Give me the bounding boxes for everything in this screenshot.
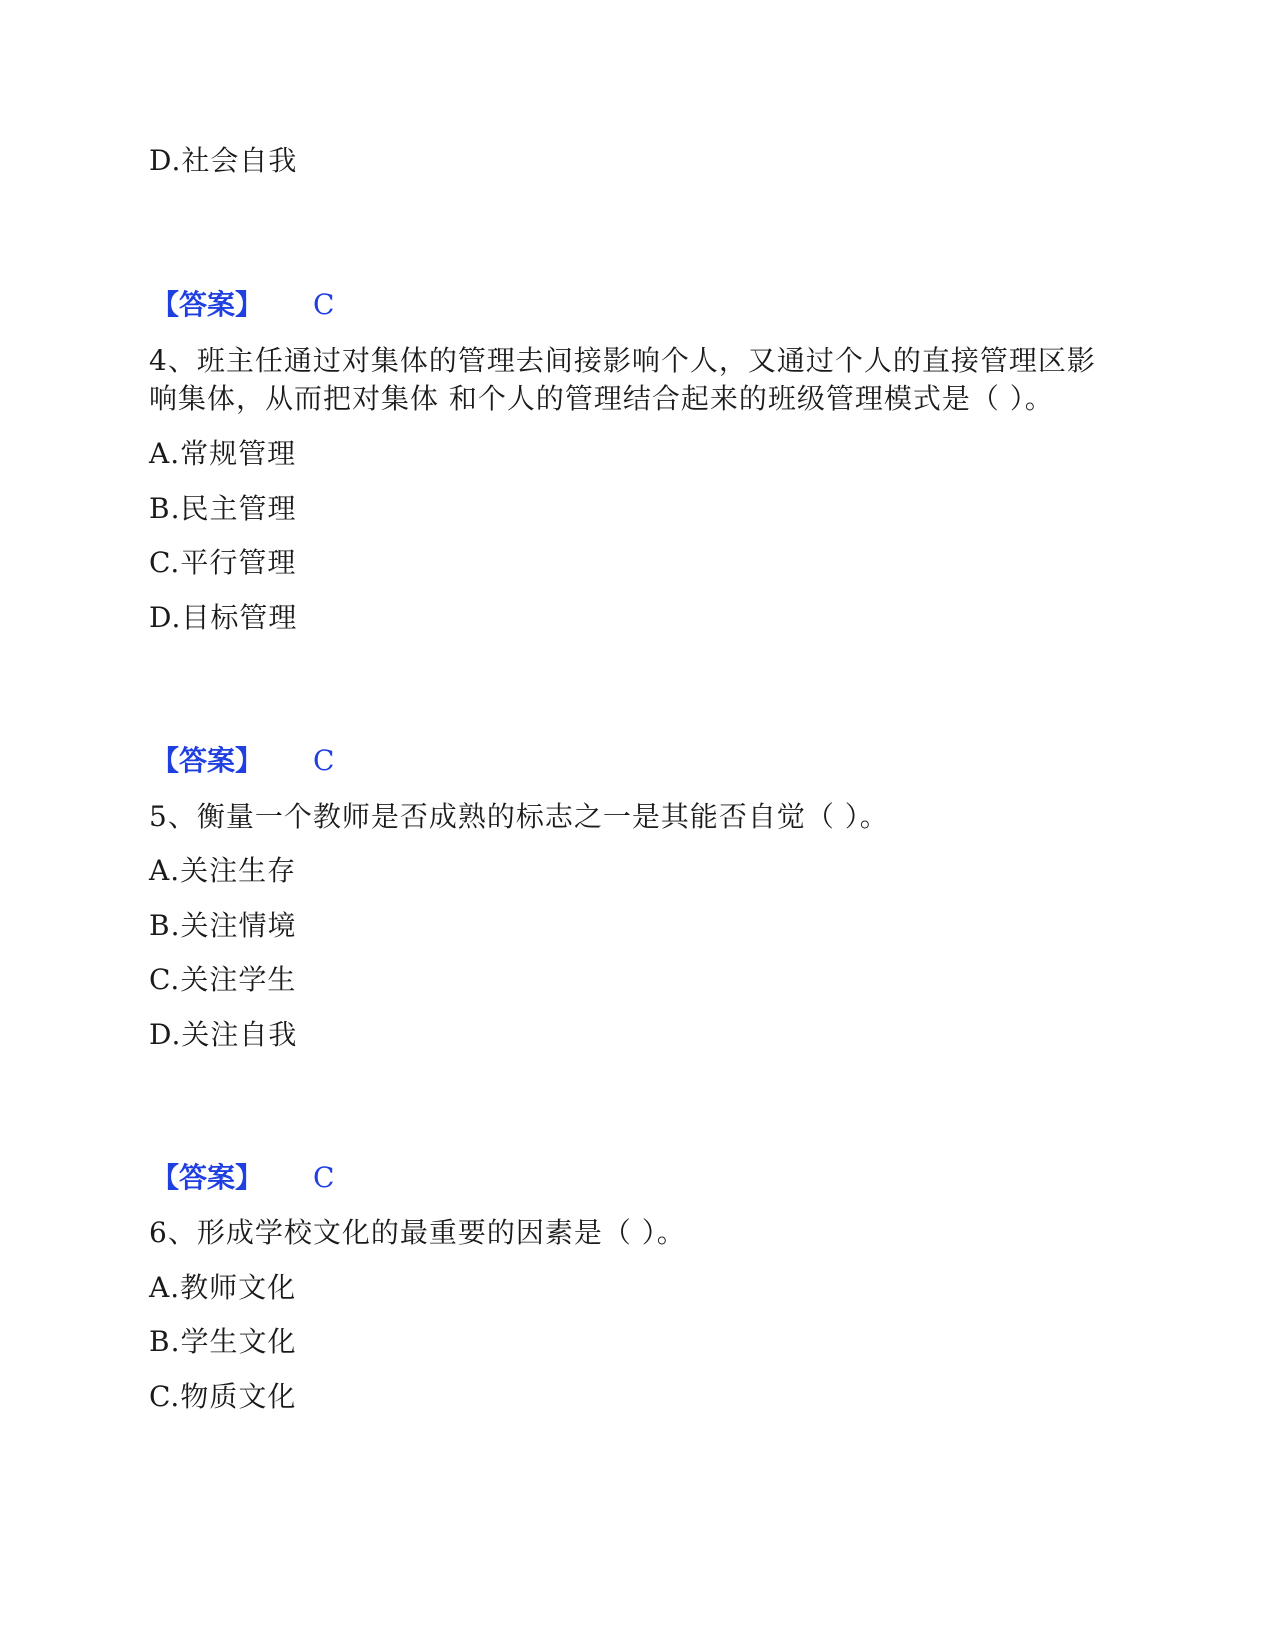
answer-value: C [313, 744, 335, 777]
q5-answer [151, 1158, 334, 1198]
q4-option-a: A.常规管理 [149, 437, 297, 470]
q4-option-b: B.民主管理 [149, 492, 297, 525]
q5-option-c: C.关注学生 [149, 963, 297, 996]
q4-option-c: C.平行管理 [149, 546, 297, 579]
answer-label: 【答案】 [151, 288, 264, 321]
q5-option-d: D.关注自我 [149, 1018, 298, 1051]
answer-value: C [313, 1161, 335, 1194]
q5-stem: 5、衡量一个教师是否成熟的标志之一是其能否自觉（ ）。 [149, 800, 889, 833]
q6-option-a: A.教师文化 [149, 1271, 297, 1304]
answer-label: 【答案】 [151, 744, 264, 777]
answer-value: C [313, 288, 335, 321]
q5-option-a: A.关注生存 [149, 854, 297, 887]
q3-answer [151, 285, 334, 325]
q4-answer [151, 741, 334, 781]
q3-option-d: D.社会自我 [149, 144, 298, 177]
q4-stem-line1: 4、班主任通过对集体的管理去间接影响个人，又通过个人的直接管理区影 [149, 344, 1096, 377]
q6-option-b: B.学生文化 [149, 1325, 297, 1358]
q6-stem: 6、形成学校文化的最重要的因素是（ ）。 [149, 1216, 686, 1249]
q6-option-c: C.物质文化 [149, 1380, 297, 1413]
q4-option-d: D.目标管理 [149, 601, 298, 634]
answer-label: 【答案】 [151, 1161, 264, 1194]
q4-stem-line2: 响集体，从而把对集体 和个人的管理结合起来的班级管理模式是（ ）。 [149, 382, 1054, 415]
q5-option-b: B.关注情境 [149, 909, 297, 942]
